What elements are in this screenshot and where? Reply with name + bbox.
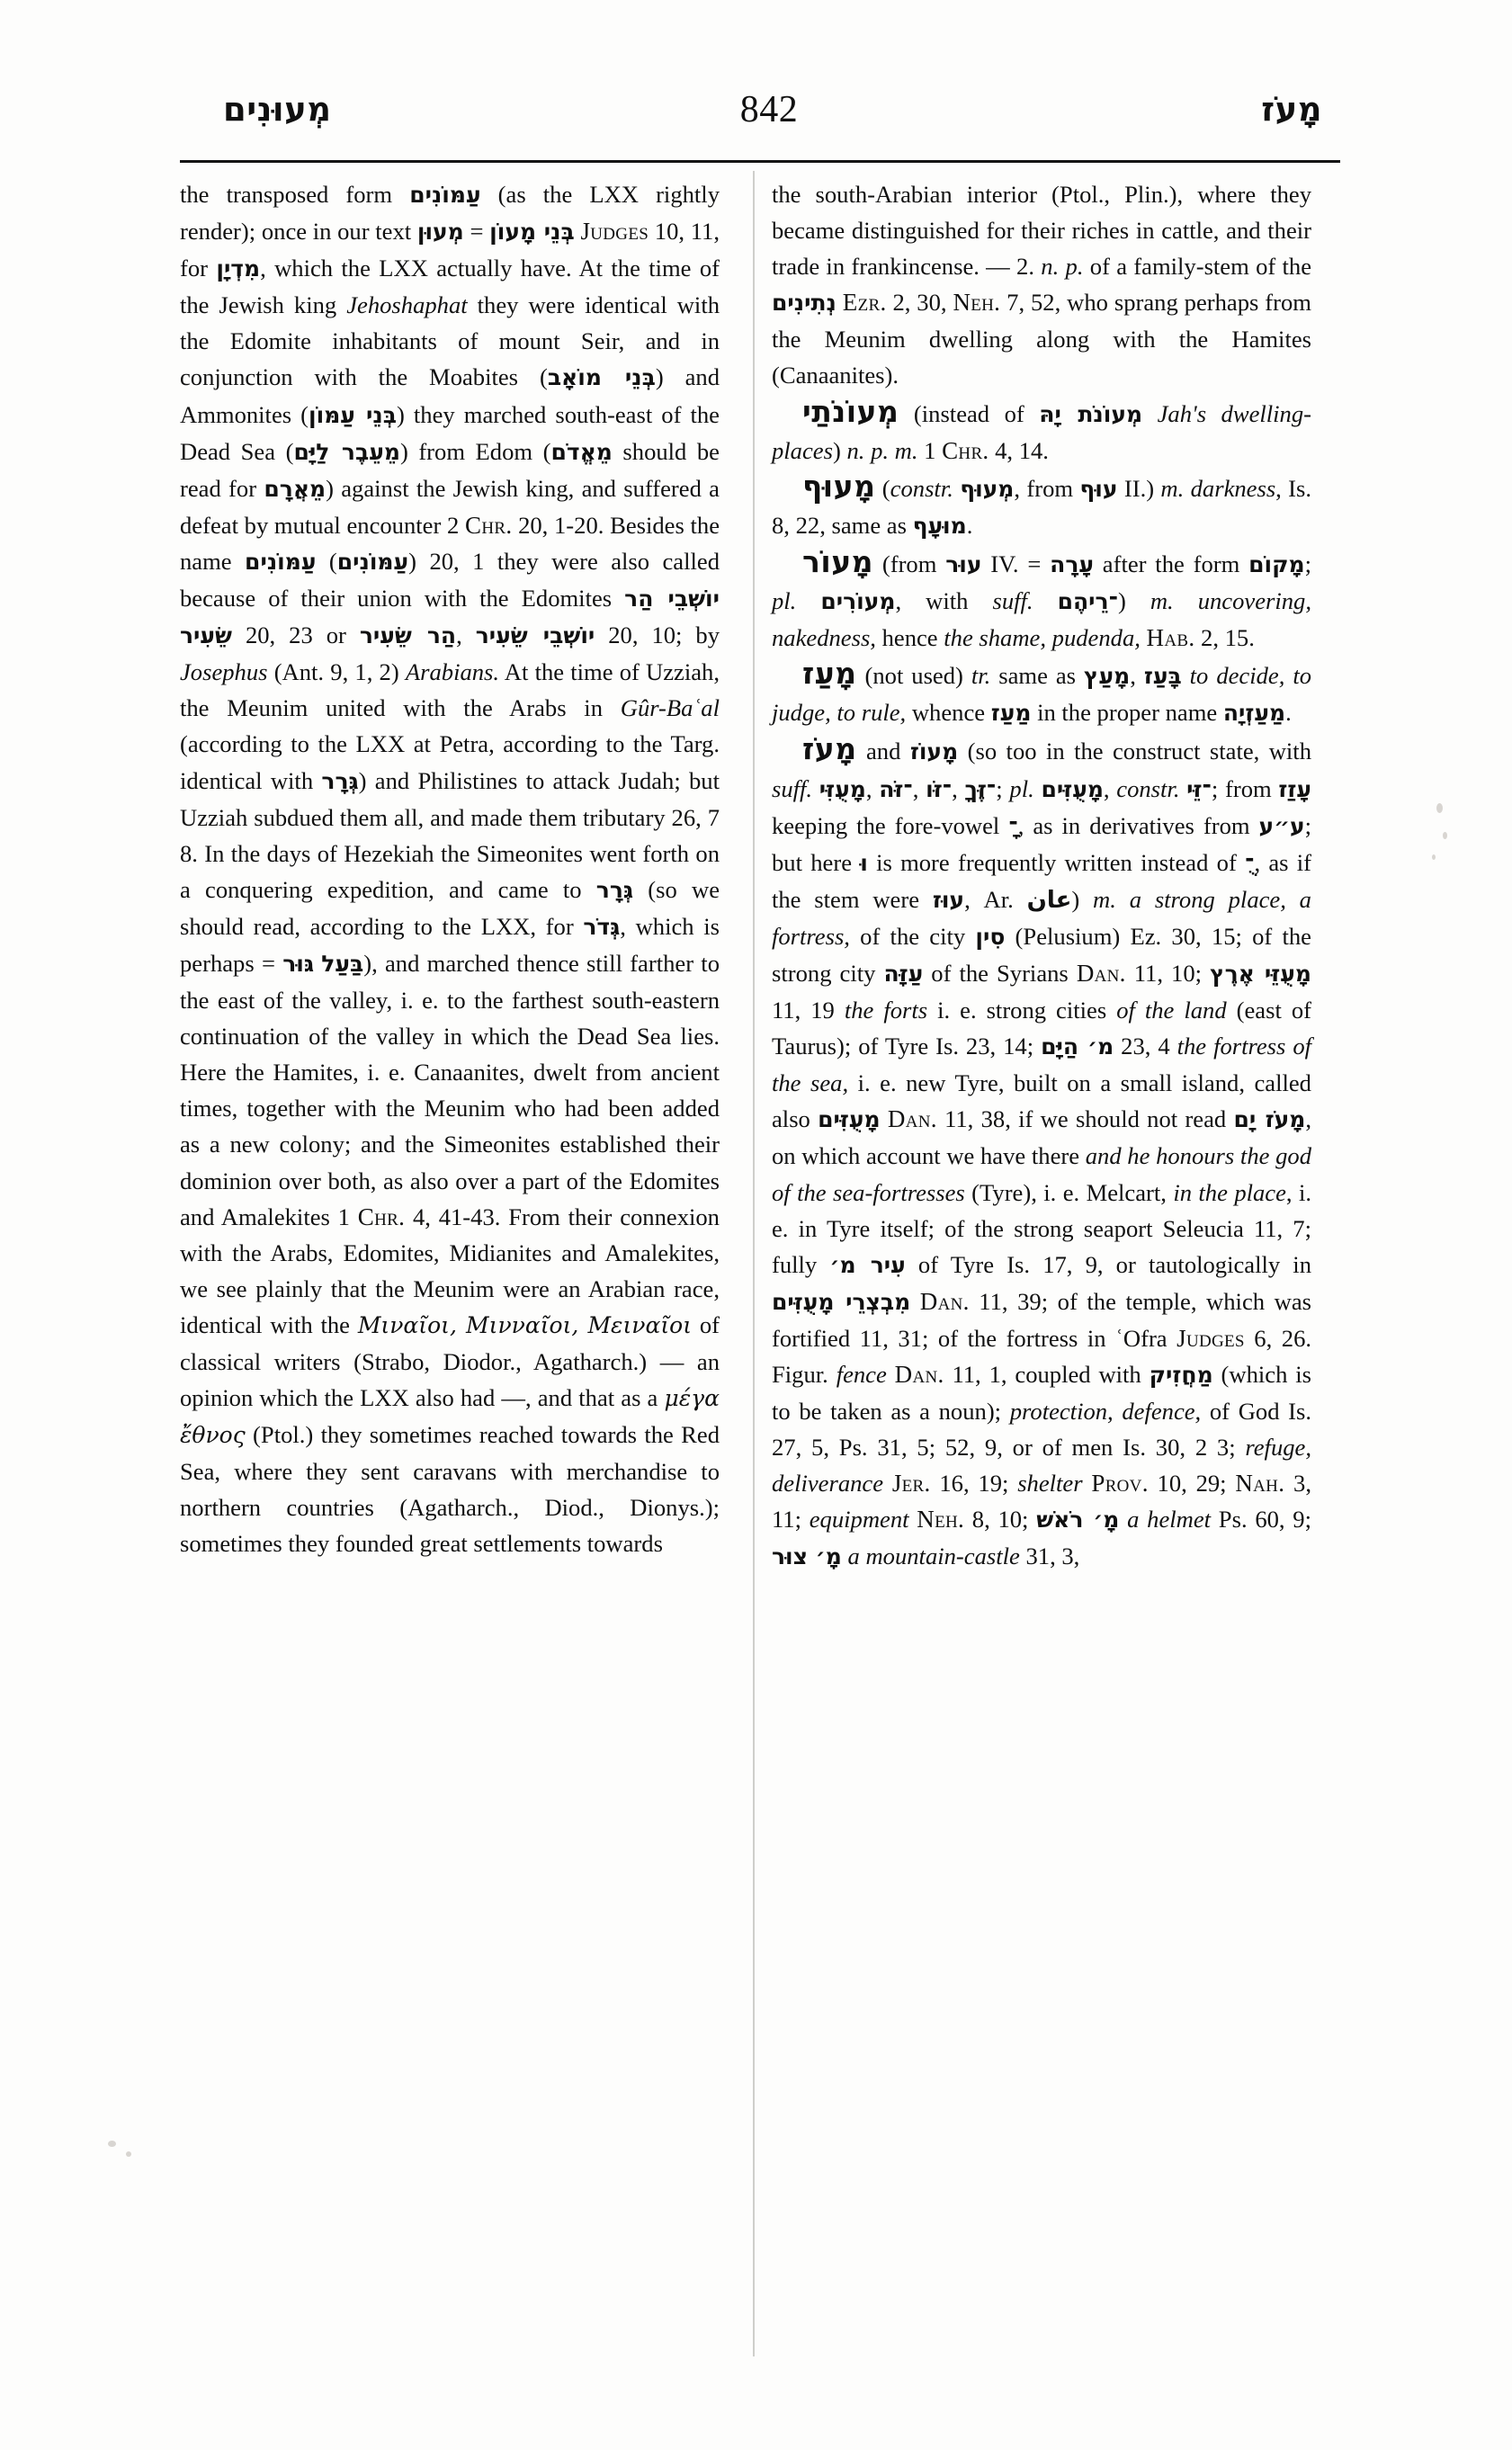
entry-meonothai: מְעוֹנֹתַי (instead of מְעוֹנֹת יָהּ Jah's dwelling-places) n. p. m. 1 Chr. 4, 14. — [772, 393, 1311, 464]
scan-speck — [108, 2141, 116, 2147]
gloss: the fortress of the sea, — [772, 1033, 1311, 1097]
entry-maup: מָעוּף (constr. מְעוּף, from עוּף II.) m. darkness, Is. 8, 22, same as מוּעָף. — [772, 468, 1312, 539]
gloss: Jah's dwelling-places — [772, 399, 1311, 464]
column-divider — [753, 171, 755, 2356]
hebrew-word: מְעוֹרִים — [820, 588, 896, 615]
hebrew-word: מְעוּן — [416, 219, 464, 246]
hebrew-word: סִין — [975, 923, 1006, 950]
grammar-abbr: m. uncovering, nakedness, — [772, 587, 1311, 652]
lemma-headword: מָעוּף — [802, 468, 876, 504]
vowel-sign: ־ָ — [1008, 812, 1018, 839]
hebrew-word: עַזָּה — [883, 960, 924, 987]
gloss: a helmet — [1127, 1506, 1212, 1533]
running-head-left-word: מְעוּנִים — [223, 90, 332, 129]
hebrew-word: מֵעֵבֶר לַיָּם — [293, 438, 400, 465]
hebrew-word: מָעֻזִּים — [818, 1106, 881, 1133]
entry-maoz: מָעֹז and מָעוֹז (so too in the construct state, with suff. מָעֻזִּי, ־זֹּה, ־זֹּו, ־זֶּךָ; pl. מָעֻזִּים, constr. ־זֵּי; from עָזַז keeping the fore-vowel ־ָ, as in derivatives from ע״ע; but here וּ is more frequently written instead of ־ֻ, as if the stem were עוּז, Ar. عان) m. a strong place, a fortress, of the city סִין (Pelusium) Ez. 30, 15; of the strong city עַזָּה of the Syrians Dan. 11, 10; מָעֻזֵּי אֶרֶץ 11, 19 the forts i. e. strong cities of the land (east of Taurus); of Tyre Is. 23, 14; מ׳ הַיָּם 23, 4 the fortress of the sea, i. e. new Tyre, built on a small island, called also מָעֻזִּים Dan. 11, 38, if we should not read מָעֹז יָם, on which account we have there and he honours the god of the sea-fortresses (Tyre), i. e. Melcart, in the place, i. e. in Tyre itself; of the strong seaport Seleucia 11, 7; fully עִיר מ׳ of Tyre Is. 17, 9, or tautologically in מִבְצְרֵי מָעֻזִּים Dan. 11, 39; of the temple, which was fortified 11, 31; of the fortress in ʿOfra Judges 6, 26. Figur. fence Dan. 11, 1, coupled with מַחֲזִיק (which is to be taken as a noun); protection, defence, of God Is. 27, 5, Ps. 31, 5; 52, 9, or of men Is. 30, 2 3; refuge, deliverance Jer. 16, 19; shelter Prov. 10, 29; Nah. 3, 11; equipment Neh. 8, 10; מָ׳ רֹאשׁ a helmet Ps. 60, 9; מָ׳ צוּר a mountain-castle 31, 3, — [772, 731, 1312, 1570]
hebrew-word: עִיר מ׳ — [829, 1251, 906, 1278]
gloss: and he honours the god of the sea-fortresses — [772, 1142, 1311, 1206]
hebrew-word: מָעֻזִּי — [819, 775, 866, 802]
greek-word: Μιναῖοι, Μινναῖοι, Μειναῖοι — [357, 1311, 693, 1338]
hebrew-word: בְּנֵי עַמּוֹן — [309, 401, 397, 428]
lemma-headword: מְעוֹנֹתַי — [802, 393, 899, 429]
grammar-abbr: pl. — [1009, 774, 1034, 802]
lemma-headword: מָעוֹר — [802, 543, 874, 579]
grammar-abbr: n. p. — [1041, 253, 1084, 281]
hebrew-word: מָ׳ רֹאשׁ — [1036, 1507, 1120, 1533]
scripture-ref: Neh. — [953, 289, 1001, 317]
hebrew-word: מַחֲזִיק — [1149, 1362, 1213, 1388]
grammar-abbr: pl. — [772, 587, 797, 615]
gloss: of the land — [1116, 997, 1227, 1024]
scripture-ref: Dan. — [887, 1105, 937, 1133]
scripture-ref: Dan. — [919, 1287, 970, 1315]
hebrew-word: עָרָה — [1050, 550, 1095, 577]
grammar-abbr: tr. — [971, 662, 991, 690]
hebrew-word: עָזַז — [1278, 775, 1312, 802]
gloss: shelter — [1017, 1470, 1083, 1498]
grammar-abbr: m. a strong place, a fortress, — [772, 885, 1311, 950]
proper-name: Josephus — [180, 658, 268, 686]
lemma-headword: מָעֹז — [802, 731, 857, 767]
gloss: the forts — [844, 997, 928, 1024]
hebrew-word: מָעוֹז — [909, 738, 959, 765]
scan-speck — [1443, 832, 1447, 839]
hebrew-word: ־זֶּךָ — [964, 775, 997, 802]
hebrew-word: מֵאֱדֹם — [550, 438, 613, 465]
gloss: the shame, pudenda, — [944, 624, 1141, 652]
hebrew-word: מְעוֹנֹת יָהּ — [1039, 400, 1143, 427]
paragraph-meunim-continued: the transposed form עַמּוֹנִים (as the LXX rightly render); once in our text מְעוּן = בְּנֵי מָעוֹן Judges 10, 11, for מִדְיָן, which the LXX actually have. At the time of the Jewish king Jehoshaphat they were identical with the Edomite inhabitants of mount Seir, and in conjunction with the Moabites (בְּנֵי מוֹאָב) and Ammonites (בְּנֵי עַמּוֹן) they marched south-east of the Dead Sea (מֵעֵבֶר לַיָּם) from Edom (מֵאֱדֹם should be read for מֵאֲרָם) against the Jewish king, and suffered a defeat by mutual encounter 2 Chr. 20, 1-20. Besides the name עַמּוֹנִים (עַמּוֹנִים) 20, 1 they were also called because of their union with the Edomites יוֹשְׁבֵי הַר שֵׂעִיר 20, 23 or הַר שֵׂעִיר, יוֹשְׁבֵי שֵׂעִיר 20, 10; by Josephus (Ant. 9, 1, 2) Arabians. At the time of Uzziah, the Meunim united with the Arabs in Gûr-Baʿal (according to the LXX at Petra, according to the Targ. identical with גְּרָר) and Philistines to attack Judah; but Uzziah subdued them all, and made them tributary 26, 7 8. In the days of Hezekiah the Simeonites went forth on a conquering expedition, and came to גְּרָר (so we should read, according to the LXX, for גְּדֹר, which is perhaps = גּוּר בַּעַל), and marched thence still farther to the east of the valley, i. e. to the farthest south-eastern continuation of the valley in which the Dead Sea lies. Here the Hamites, i. e. Canaanites, dwelt from ancient times, together with the Meunim who had been added as a new colony; and the Simeonites established their dominion over both, as also over a part of the Edomites and Amalekites 1 Chr. 4, 41-43. From their connexion with the Arabs, Edomites, Midianites and Amalekites, we see plainly that the Meunim were an Arabian race, identical with the Μιναῖοι, Μινναῖοι, Μειναῖοι of classical writers (Strabo, Diodor., Agatharch.) — an opinion which the LXX also had —, and that as a μέγα ἔθνος (Ptol.) they sometimes reached towards the Red Sea, where they sent caravans with merchandise to northern countries (Agatharch., Diod., Dionys.); sometimes they founded great settlements towards — [180, 181, 720, 1558]
hebrew-word: מָקוֹם — [1248, 550, 1305, 577]
hebrew-word: מָעֹז יָם — [1233, 1106, 1306, 1133]
scripture-ref: Judges — [580, 218, 649, 246]
left-column — [180, 176, 720, 2353]
hebrew-word: מַעַז — [990, 700, 1032, 727]
gloss: fence — [836, 1361, 887, 1388]
hebrew-word: ־זֹּו — [926, 775, 953, 802]
entry-maaz-root: מָעַז (not used) tr. same as מָעַץ, בָּעַז to decide, to judge, to rule, whence מַעַז in the proper name מַעַזְיָה. — [772, 656, 1311, 727]
scripture-ref: Neh. — [917, 1506, 965, 1533]
header-rule — [180, 160, 1340, 163]
scripture-ref: Prov. — [1091, 1470, 1149, 1498]
hebrew-word: גְּדֹר — [583, 913, 621, 940]
hebrew-word: עוּף — [1079, 475, 1118, 502]
page-number: 842 — [739, 89, 799, 130]
text-body — [180, 176, 1342, 2353]
hebrew-word: גּוּר — [282, 950, 314, 977]
gloss: equipment — [809, 1506, 909, 1533]
hebrew-word: יוֹשְׁבֵי הַר — [624, 586, 720, 612]
scripture-ref: Dan. — [894, 1361, 944, 1388]
hebrew-word: בְּנֵי מוֹאָב — [547, 364, 656, 391]
grammar-abbr: m. — [1160, 474, 1185, 502]
hebrew-word: נְתִינִים — [772, 290, 837, 317]
hebrew-word: מָעֻזֵּי אֶרֶץ — [1210, 960, 1312, 987]
hebrew-word: בָּעַז — [1143, 663, 1182, 690]
grammar-abbr: suff. — [992, 587, 1033, 615]
paragraph-meunim-end: the south-Arabian interior (Ptol., Plin.), where they became distinguished for their riches in cattle, and their trade in frankincense. — 2. n. p. of a family-stem of the נְתִינִים Ezr. 2, 30, Neh. 7, 52, who sprang perhaps from the Meunim dwelling along with the Hamites (Canaanites). — [772, 181, 1312, 389]
hebrew-letter: וּ — [860, 849, 868, 876]
scripture-ref: Jer. — [891, 1470, 931, 1498]
scripture-ref: Hab. — [1146, 624, 1195, 652]
hebrew-word: ־זֹּה — [879, 775, 913, 802]
gloss: darkness — [1190, 474, 1276, 502]
grammar-abbr: constr. — [890, 474, 953, 502]
gloss: refuge, deliverance — [772, 1434, 1311, 1498]
scan-speck — [1432, 854, 1436, 860]
lemma-headword: מָעַז — [802, 656, 857, 692]
grammar-abbr: n. p. m. — [846, 436, 918, 464]
scripture-ref: Chr. — [942, 436, 989, 464]
hebrew-word: מֵאֲרָם — [264, 475, 327, 502]
grammar-abbr: constr. — [1116, 774, 1180, 802]
hebrew-word: גְּרָר — [321, 767, 359, 794]
hebrew-word: גְּרָר — [595, 876, 634, 903]
hebrew-word: בְּנֵי מָעוֹן — [489, 219, 575, 246]
scan-speck — [1436, 803, 1443, 813]
vowel-sign: ־ֻ — [1245, 849, 1255, 876]
scripture-ref: Ezr. — [842, 289, 887, 317]
running-head-right-word: מָעֹז — [1261, 90, 1322, 129]
hebrew-word: ־זֵּי — [1186, 775, 1212, 802]
hebrew-word: עַמּוֹנִים — [409, 182, 481, 208]
hebrew-word: מַעַזְיָה — [1222, 700, 1286, 727]
greek-word: μέγα ἔθνος — [180, 1385, 720, 1449]
hebrew-word: מ׳ הַיָּם — [1041, 1033, 1114, 1060]
proper-name: Jehoshaphat — [346, 291, 468, 319]
hebrew-word: שֵׂעִיר — [180, 622, 232, 649]
gloss: a mountain-castle — [847, 1542, 1020, 1570]
hebrew-word: הַר שֵׂעִיר — [359, 622, 457, 649]
hebrew-word: מְעוּף — [960, 475, 1015, 502]
running-head — [180, 83, 1340, 146]
scripture-ref: Chr. — [357, 1203, 406, 1230]
gloss: protection, defence, — [1009, 1398, 1202, 1426]
hebrew-word: ־רֵיהֶם — [1057, 588, 1118, 615]
scripture-ref: Dan. — [1076, 959, 1126, 987]
gloss: Arabians. — [405, 658, 500, 686]
hebrew-word: עוּר — [945, 550, 982, 577]
hebrew-word: מָ׳ צוּר — [772, 1543, 842, 1570]
grammar-abbr: suff. — [772, 774, 813, 802]
hebrew-word: מִבְצְרֵי מָעֻזִּים — [772, 1288, 911, 1315]
gloss: to decide, to judge, to rule, — [772, 662, 1311, 727]
hebrew-word: מוּעָף — [912, 512, 967, 539]
scripture-ref: Judges — [1176, 1324, 1245, 1352]
place-name: Gûr-Baʿal — [620, 694, 720, 722]
scripture-ref: Chr. — [465, 511, 513, 539]
hebrew-word: מָעֻזִּים — [1041, 775, 1104, 802]
scan-speck — [126, 2151, 131, 2157]
hebrew-word: ע״ע — [1258, 812, 1305, 839]
hebrew-word: בַּעַל — [321, 950, 364, 977]
hebrew-word: עוּז — [932, 886, 965, 913]
hebrew-word: מָעַץ — [1083, 663, 1131, 690]
hebrew-word: יוֹשְׁבֵי שֵׂעִיר — [475, 622, 595, 649]
entry-maor: מָעוֹר (from עוּר IV. = עָרָה after the form מָקוֹם; pl. מְעוֹרִים, with suff. ־רֵיהֶם) m. uncovering, nakedness, hence the shame, pudenda, Hab. 2, 15. — [772, 543, 1311, 652]
hebrew-word: עַמּוֹנִים — [245, 548, 317, 575]
scripture-ref: Nah. — [1235, 1470, 1285, 1498]
hebrew-word: עַמּוֹנִים — [336, 548, 409, 575]
hebrew-word: מִדְיָן — [216, 255, 261, 282]
right-column — [772, 176, 1311, 2353]
arabic-word: عان — [1026, 886, 1072, 914]
gloss: in the place — [1173, 1178, 1286, 1206]
